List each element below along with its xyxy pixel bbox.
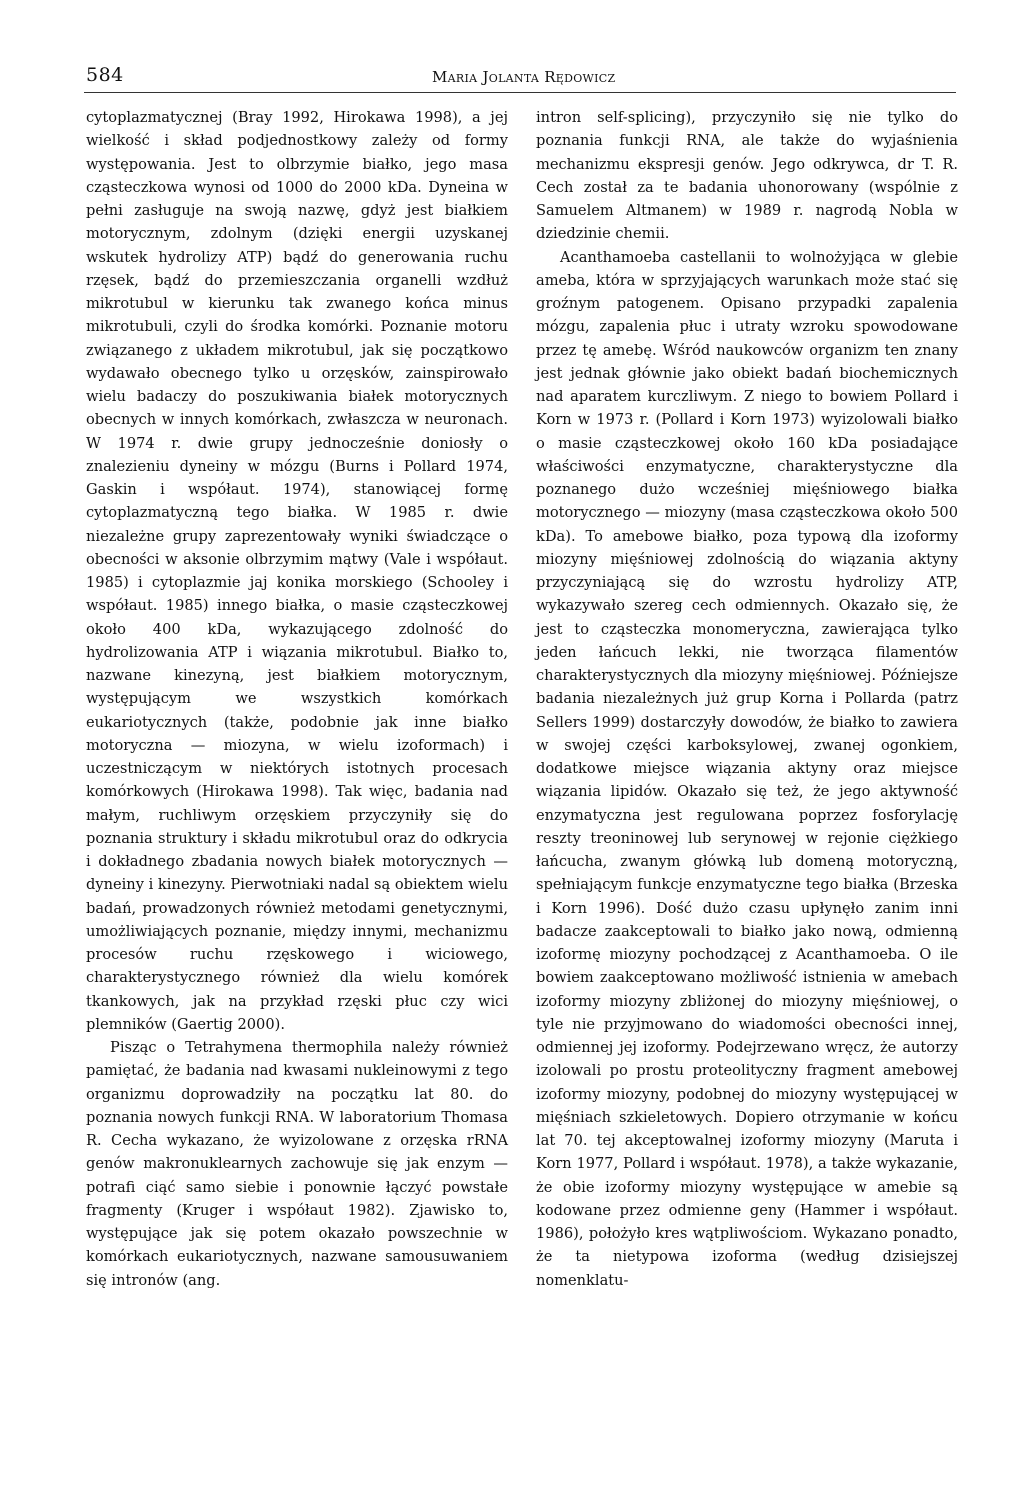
paragraph: Pisząc o Tetrahymena thermophila należy również pamiętać, że badania nad kwasami nukleinowymi z tego organizmu doprowadziły na początku lat 80. do poznania nowych funkcji RNA. W laboratorium Thomasa R. Cecha wykazano, że wyizolowane z orzęska rRNA genów makronuklearnych zachowuje się jak enzym — potrafi ciąć samo siebie i ponownie łączyć powstałe fragmenty (Kruger i współaut 1982). Zjawisko to, występujące jak się potem okazało powszechnie w komórkach eukariotycznych, nazwane samousuwaniem się intronów (ang. — [86, 1039, 508, 1289]
page-header — [84, 62, 956, 93]
page-number: 584 — [86, 64, 124, 86]
paragraph: cytoplazmatycznej (Bray 1992, Hirokawa 1998), a jej wielkość i skład podjednostkowy zależy od formy występowania. Jest to olbrzymie białko, jego masa cząsteczkowa wynosi od 1000 do 2000 kDa. Dyneina w pełni zasługuje na swoją nazwę, gdyż jest białkiem motorycznym, zdolnym (dzięki energii uzyskanej wskutek hydrolizy ATP) bądź do generowania ruchu rzęsek, bądź do przemieszczania organelli wzdłuż mikrotubul w kierunku tak zwanego końca minus mikrotubuli, czyli do środka komórki. Poznanie motoru związanego z układem mikrotubul, jak się początkowo wydawało obecnego tylko u orzęsków, zainspirowało wielu badaczy do poszukiwania białek motorycznych obecnych w innych komórkach, zwłaszcza w neuronach. W 1974 r. dwie grupy jednocześnie doniosły o znalezieniu dyneiny w mózgu (Burns i Pollard 1974, Gaskin i współaut. 1974), stanowiącej formę cytoplazmatyczną tego białka. W 1985 r. dwie niezależne grupy zaprezentowały wyniki świadczące o obecności w aksonie olbrzymim mątwy (Vale i współaut. 1985) i cytoplazmie jaj konika morskiego (Schooley i współaut. 1985) innego białka, o masie cząsteczkowej około 400 kDa, wykazującego zdolność do hydrolizowania ATP i wiązania mikrotubul. Białko to, nazwane kinezyną, jest białkiem motorycznym, występującym we wszystkich komórkach eukariotycznych (także, podobnie jak inne białko motoryczna — miozyna, w wielu izoformach) i uczestniczącym w niektórych istotnych procesach komórkowych (Hirokawa 1998). Tak więc, badania nad małym, ruchliwym orzęskiem przyczyniły się do poznania struktury i składu mikrotubul oraz do odkrycia i dokładnego zbadania nowych białek motorycznych — dyneiny i kinezyny. Pierwotniaki nadal są obiektem wielu badań, prowadzonych również metodami genetycznymi, umożliwiających poznanie, między innymi, mechanizmu procesów ruchu rzęskowego i wiciowego, charakterystycznego również dla wielu komórek tkankowych, jak na przykład rzęski płuc czy wici plemników (Gaertig 2000). — [86, 109, 508, 1033]
running-head: Maria Jolanta Rędowicz — [432, 68, 616, 86]
paragraph: intron self-splicing), przyczyniło się nie tylko do poznania funkcji RNA, ale także do wyjaśnienia mechanizmu ekspresji genów. Jego odkrywca, dr T. R. Cech został za te badania uhonorowany (wspólnie z Samuelem Altmanem) w 1989 r. nagrodą Nobla w dziedzinie chemii. — [536, 109, 958, 243]
left-column — [86, 106, 508, 1292]
right-column — [536, 106, 958, 1292]
paragraph: Acanthamoeba castellanii to wolnożyjąca w glebie ameba, która w sprzyjających warunkach może stać się groźnym patogenem. Opisano przypadki zapalenia mózgu, zapalenia płuc i utraty wzroku spowodowane przez tę amebę. Wśród naukowców organizm ten znany jest jednak głównie jako obiekt badań biochemicznych nad aparatem kurczliwym. Z niego to bowiem Pollard i Korn w 1973 r. (Pollard i Korn 1973) wyizolowali białko o masie cząsteczkowej około 160 kDa posiadające właściwości enzymatyczne, charakterystyczne dla poznanego dużo wcześniej mięśniowego białka motorycznego — miozyny (masa cząsteczkowa około 500 kDa). To amebowe białko, poza typową dla izoformy miozyny mięśniowej zdolnością do wiązania aktyny przyczyniającą się do wzrostu hydrolizy ATP, wykazywało szereg cech odmiennych. Okazało się, że jest to cząsteczka monomeryczna, zawierająca tylko jeden łańcuch lekki, nie tworząca filamentów charakterystycznych dla miozyny mięśniowej. Późniejsze badania niezależnych już grup Korna i Pollarda (patrz Sellers 1999) dostarczyły dowodów, że białko to zawiera w swojej części karboksylowej, zwanej ogonkiem, dodatkowe miejsce wiązania aktyny oraz miejsce wiązania lipidów. Okazało się też, że jego aktywność enzymatyczna jest regulowana poprzez fosforylację reszty treoninowej lub serynowej w rejonie ciężkiego łańcucha, zwanym główką lub domeną motoryczną, spełniającym funkcje enzymatyczne tego białka (Brzeska i Korn 1996). Dość dużo czasu upłynęło zanim inni badacze zaakceptowali to białko jako nową, odmienną izoformę miozyny pochodzącej z Acanthamoeba. O ile bowiem zaakceptowano możliwość istnienia w amebach izoformy miozyny zbliżonej do miozyny mięśniowej, o tyle nie przyjmowano do wiadomości obecności innej, odmiennej jej izoformy. Podejrzewano wręcz, że autorzy izolowali po prostu proteolityczny fragment amebowej izoformy miozyny, podobnej do miozyny występującej w mięśniach szkieletowych. Dopiero otrzymanie w końcu lat 70. tej akceptowalnej izoformy miozyny (Maruta i Korn 1977, Pollard i współaut. 1978), a także wykazanie, że obie izoformy miozyny występujące w amebie są kodowane przez odmienne geny (Hammer i współaut. 1986), położyło kres wątpliwościom. Wykazano ponadto, że ta nietypowa izoforma (według dzisiejszej nomenklatu- — [536, 248, 958, 1289]
